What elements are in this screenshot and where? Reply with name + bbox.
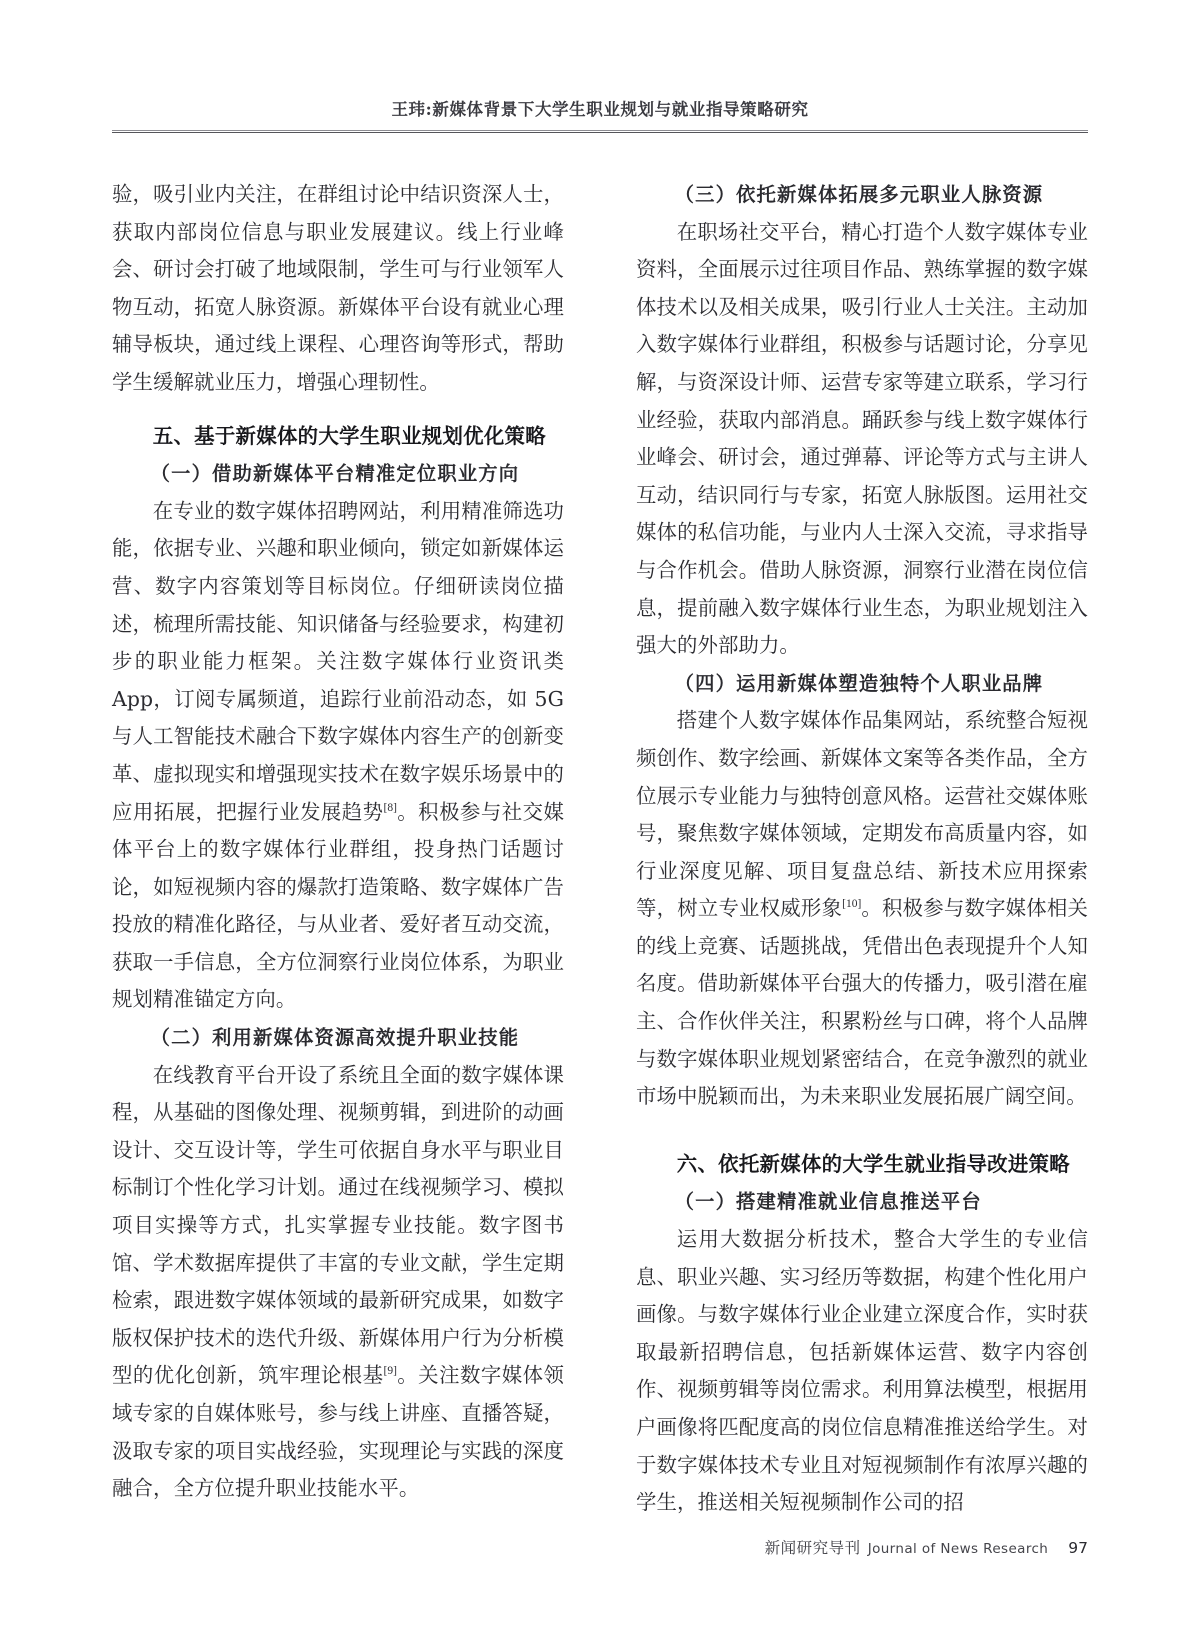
subsection-three-paragraph: 在职场社交平台，精心打造个人数字媒体专业资料，全面展示过往项目作品、熟练掌握的数字媒体技术以及相关成果，吸引行业人士关注。主动加入数字媒体行业群组，积极参与话题讨论，分享见解，与资深设计师、运营专家等建立联系，学习行业经验，获取内部消息。踊跃参与线上数字媒体行业峰会、研讨会，通过弹幕、评论等方式与主讲人互动，结识同行与专家，拓宽人脉版图。运用社交媒体的私信功能，与业内人士深入交流，寻求指导与合作机会。借助人脉资源，洞察行业潜在岗位信息，提前融入数字媒体行业生态，为职业规划注入强大的外部助力。 [636, 219, 1088, 658]
subsection-heading-one: （一）借助新媒体平台精准定位职业方向 [150, 462, 520, 486]
page-footer [765, 1536, 1088, 1558]
left-column [112, 176, 564, 1501]
reference-marker-10: [10] [842, 898, 862, 911]
subsection-four-text-part1: 搭建个人数字媒体作品集网站，系统整合短视频创作、数字绘画、新媒体文案等各类作品，全方位展示专业能力与独特创意风格。运营社交媒体账号，聚焦数字媒体领域，定期发布高质量内容，如行业深度见解、项目复盘总结、新技术应用探索等，树立专业权威形象 [636, 708, 1088, 921]
subsection-four-paragraph [636, 702, 1088, 1116]
subsection-one-text-part2: 。积极参与社交媒体平台上的数字媒体行业群组，投身热门话题讨论，如短视频内容的爆款打造策略、数字媒体广告投放的精准化路径，与从业者、爱好者互动交流，获取一手信息，全方位洞察行业岗位体系，为职业规划精准锚定方向。 [112, 799, 564, 1012]
right-column [636, 176, 1088, 1515]
subsection-two-text-part1: 在线教育平台开设了系统且全面的数字媒体课程，从基础的图像处理、视频剪辑，到进阶的动画设计、交互设计等，学生可依据自身水平与职业目标制订个性化学习计划。通过在线视频学习、模拟项目实操等方式，扎实掌握专业技能。数字图书馆、学术数据库提供了丰富的专业文献，学生定期检索，跟进数字媒体领域的最新研究成果，如数字版权保护技术的迭代升级、新媒体用户行为分析模型的优化创新，筑牢理论根基 [112, 1062, 564, 1388]
subsection-two-paragraph [112, 1057, 564, 1508]
section-heading-five: 五、基于新媒体的大学生职业规划优化策略 [152, 423, 546, 448]
subsection-two-text-part2: 。关注数字媒体领域专家的自媒体账号，参与线上讲座、直播答疑，汲取专家的项目实战经验，实现理论与实践的深度融合，全方位提升职业技能水平。 [112, 1363, 564, 1501]
journal-name-en: Journal of News Research [867, 1541, 1049, 1557]
running-head-text: 王玮:新媒体背景下大学生职业规划与就业指导策略研究 [391, 100, 809, 119]
paragraph-continued: 验，吸引业内关注，在群组讨论中结识资深人士，获取内部岗位信息与职业发展建议。线上行业峰会、研讨会打破了地域限制，学生可与行业领军人物互动，拓宽人脉资源。新媒体平台设有就业心理辅导板块，通过线上课程、心理咨询等形式，帮助学生缓解就业压力，增强心理韧性。 [112, 182, 564, 394]
subsection-heading-three: （三）依托新媒体拓展多元职业人脉资源 [674, 183, 1044, 206]
reference-marker-8: [8] [383, 801, 397, 814]
subsection-six-one-paragraph: 运用大数据分析技术，整合大学生的专业信息、职业兴趣、实习经历等数据，构建个性化用户画像。与数字媒体行业企业建立深度合作，实时获取最新招聘信息，包括新媒体运营、数字内容创作、视频剪辑等岗位需求。利用算法模型，根据用户画像将匹配度高的岗位信息精准推送给学生。对于数字媒体技术专业且对短视频制作有浓厚兴趣的学生，推送相关短视频制作公司的招 [636, 1227, 1088, 1515]
page-number: 97 [1068, 1539, 1088, 1557]
subsection-four-text-part2: 。积极参与数字媒体相关的线上竞赛、话题挑战，凭借出色表现提升个人知名度。借助新媒体平台强大的传播力，吸引潜在雇主、合作伙伴关注，积累粉丝与口碑，将个人品牌与数字媒体职业规划紧密结合，在竞争激烈的就业市场中脱颖而出，为未来职业发展拓展广阔空间。 [636, 896, 1088, 1109]
reference-marker-9: [9] [383, 1365, 397, 1378]
journal-name-cn: 新闻研究导刊 [764, 1539, 861, 1557]
body-columns [112, 176, 1088, 1515]
subsection-one-paragraph [112, 493, 564, 1019]
running-head-rule [112, 130, 1088, 133]
subsection-heading-four: （四）运用新媒体塑造独特个人职业品牌 [674, 671, 1044, 695]
subsection-heading-six-one: （一）搭建精准就业信息推送平台 [674, 1190, 982, 1214]
running-head [112, 96, 1088, 127]
section-heading-six: 六、依托新媒体的大学生就业指导改进策略 [676, 1151, 1070, 1176]
subsection-one-text-part1: 在专业的数字媒体招聘网站，利用精准筛选功能，依据专业、兴趣和职业倾向，锁定如新媒体运营、数字内容策划等目标岗位。仔细研读岗位描述，梳理所需技能、知识储备与经验要求，构建初步的职业能力框架。关注数字媒体行业资讯类 App，订阅专属频道，追踪行业前沿动态，如 5G 与人工智能技术融合下数字媒体内容生产的创新变革、虚拟现实和增强现实技术在数字娱乐场景中的应用拓展，把握行业发展趋势 [112, 498, 564, 824]
subsection-heading-two: （二）利用新媒体资源高效提升职业技能 [150, 1026, 520, 1050]
